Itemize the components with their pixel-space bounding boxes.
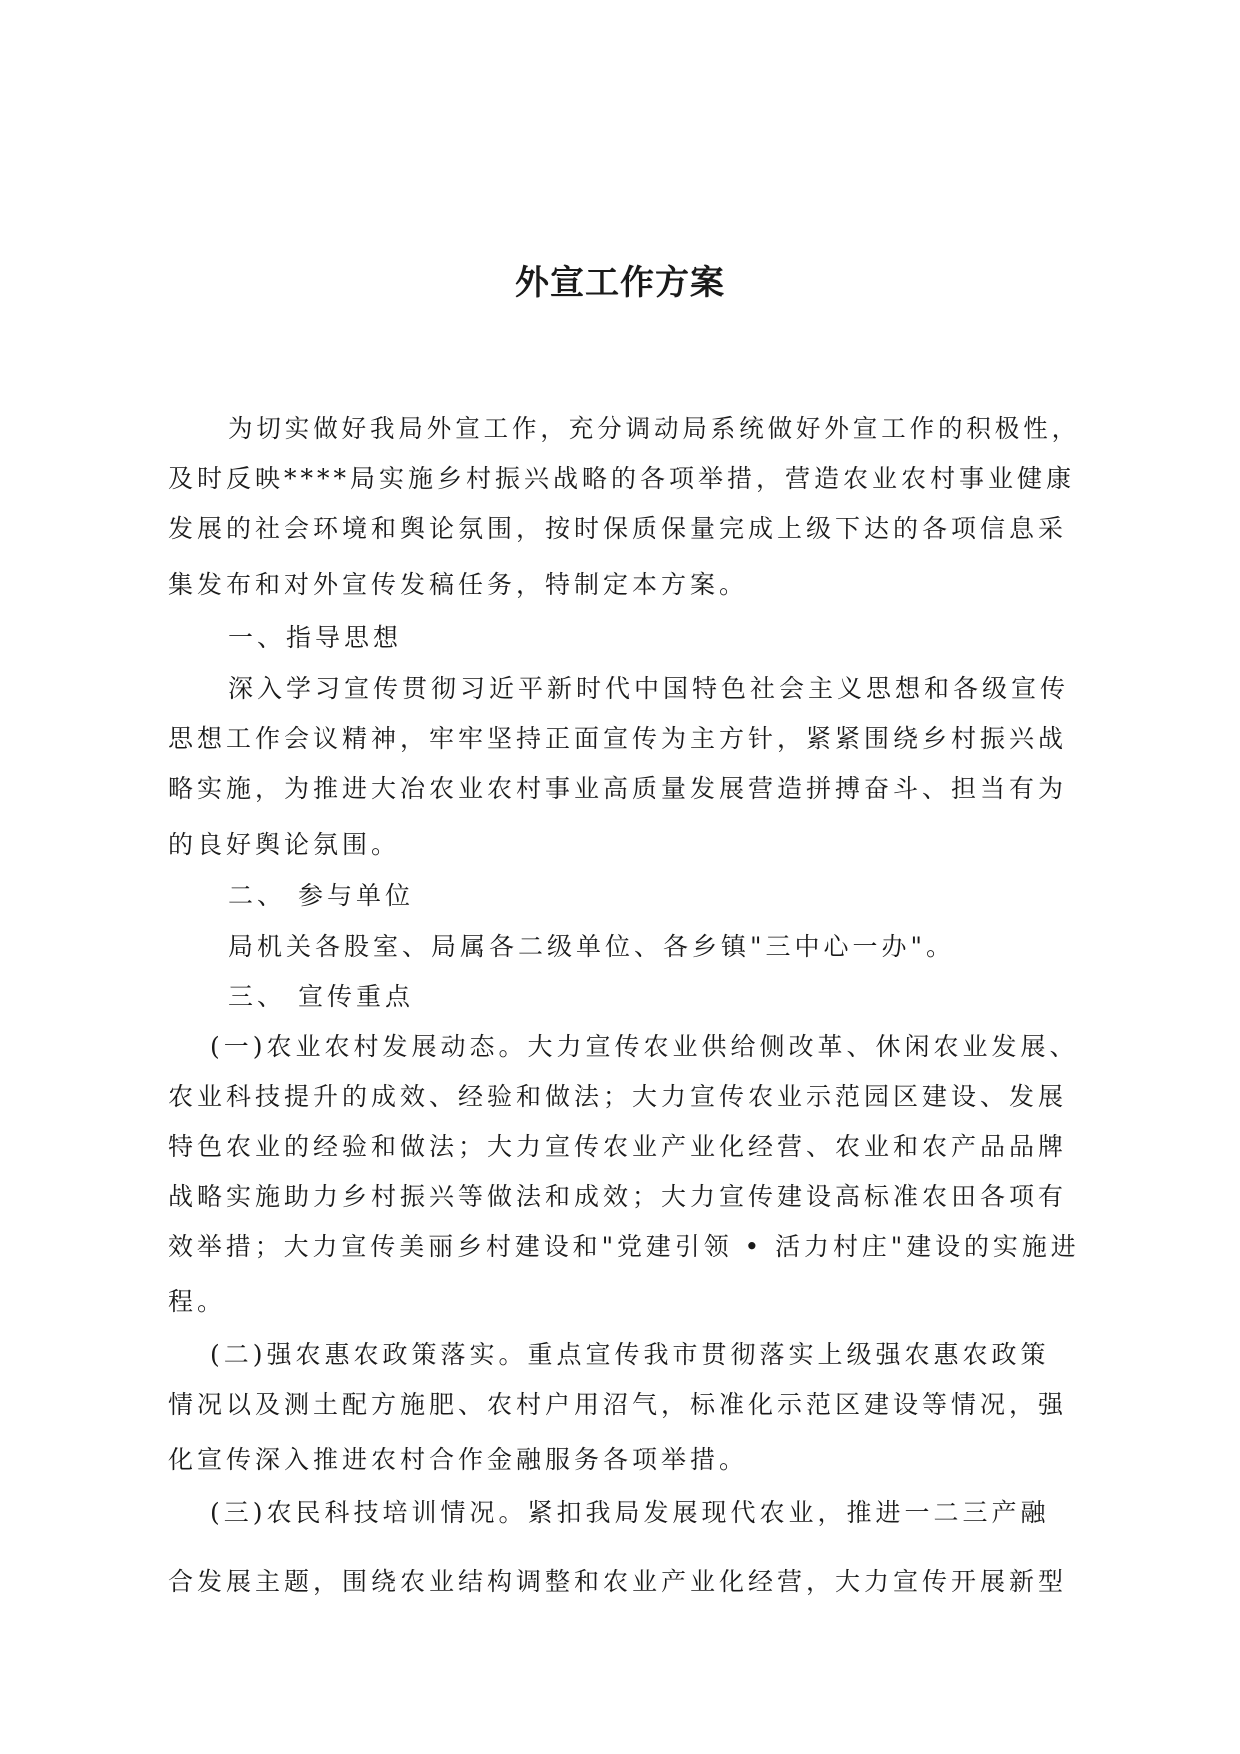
body-line: 为切实做好我局外宣工作，充分调动局系统做好外宣工作的积极性，	[228, 414, 1081, 443]
body-line: 发展的社会环境和舆论氛围，按时保质保量完成上级下达的各项信息采	[168, 514, 1068, 543]
body-line: 情况以及测土配方施肥、农村户用沼气，标准化示范区建设等情况，强	[168, 1390, 1068, 1419]
body-line: (二)强农惠农政策落实。重点宣传我市贯彻落实上级强农惠农政策	[210, 1340, 1050, 1369]
body-line: 的良好舆论氛围。	[168, 830, 401, 859]
body-line: 合发展主题，围绕农业结构调整和农业产业化经营，大力宣传开展新型	[168, 1567, 1068, 1596]
body-line: 深入学习宣传贯彻习近平新时代中国特色社会主义思想和各级宣传	[228, 674, 1070, 703]
section-heading: 二、 参与单位	[228, 881, 414, 910]
document-title: 外宣工作方案	[515, 263, 725, 303]
body-line: (三)农民科技培训情况。紧扣我局发展现代农业，推进一二三产融	[210, 1498, 1050, 1527]
section-heading: 三、 宣传重点	[228, 982, 414, 1011]
body-line: 集发布和对外宣传发稿任务，特制定本方案。	[168, 570, 749, 599]
body-line: 化宣传深入推进农村合作金融服务各项举措。	[168, 1445, 749, 1474]
body-line: 及时反映****局实施乡村振兴战略的各项举措，营造农业农村事业健康	[168, 464, 1076, 493]
body-line: 略实施，为推进大冶农业农村事业高质量发展营造拼搏奋斗、担当有为	[168, 774, 1068, 803]
body-line: 局机关各股室、局属各二级单位、各乡镇"三中心一办"。	[228, 932, 956, 961]
body-line: 效举措；大力宣传美丽乡村建设和"党建引领 • 活力村庄"建设的实施进	[168, 1232, 1080, 1261]
body-line: (一)农业农村发展动态。大力宣传农业供给侧改革、休闲农业发展、	[210, 1032, 1079, 1061]
body-line: 特色农业的经验和做法；大力宣传农业产业化经营、农业和农产品品牌	[168, 1132, 1068, 1161]
section-heading: 一、指导思想	[228, 623, 403, 652]
body-line: 思想工作会议精神，牢牢坚持正面宣传为主方针，紧紧围绕乡村振兴战	[168, 724, 1068, 753]
body-line: 程。	[168, 1287, 227, 1316]
body-line: 农业科技提升的成效、经验和做法；大力宣传农业示范园区建设、发展	[168, 1082, 1068, 1111]
body-line: 战略实施助力乡村振兴等做法和成效；大力宣传建设高标准农田各项有	[168, 1182, 1068, 1211]
